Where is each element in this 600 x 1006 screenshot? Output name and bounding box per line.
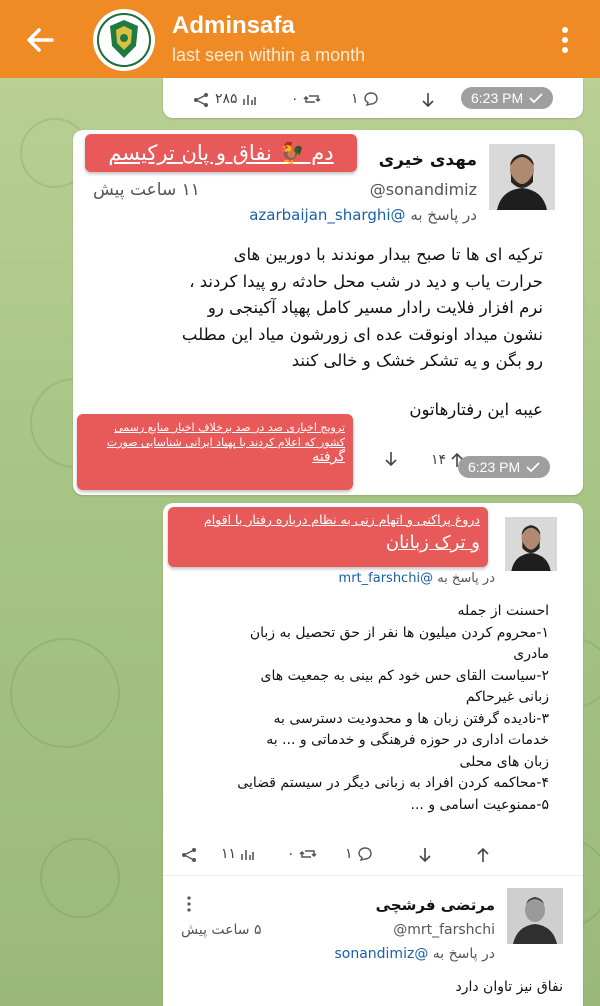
reply-to-handle[interactable]: @azarbaijan_sharghi [249, 206, 406, 224]
body-line: ۳-نادیده گرفتن زبان ها و محدودیت دسترسی به [273, 710, 549, 727]
chat-status: last seen within a month [172, 45, 366, 65]
post-age: ۱۱ ساعت پیش [93, 180, 200, 200]
body-line: ۲-سیاست القای حس خود کم بینی به جمعیت های [260, 667, 549, 684]
body-line: ۱-محروم کردن میلیون ها نفر از حق تحصیل به زبان [249, 624, 549, 641]
message-time: 6:23 PM [468, 459, 521, 475]
chat-title[interactable]: Adminsafa [172, 12, 295, 39]
body-line: ۴-محاکمه کردن افراد به زبانی دیگر در سیستم قضایی [237, 775, 549, 791]
person-photo-icon [507, 888, 563, 944]
body-line: زبان های محلی [459, 753, 549, 770]
annotation-text: دم 🐓 نفاق و پان ترکیسم [108, 141, 334, 165]
post-body [93, 242, 543, 375]
reply-prefix: در پاسخ به [437, 571, 495, 586]
share-icon[interactable] [181, 847, 197, 863]
back-arrow-icon[interactable] [22, 22, 58, 58]
post-age: ۵ ساعت پیش [181, 922, 262, 938]
reply-prefix: در پاسخ به [432, 946, 495, 962]
upvote-icon[interactable] [476, 847, 490, 863]
reply-count[interactable] [351, 91, 379, 107]
tweet-menu-icon[interactable] [186, 895, 192, 913]
views-value: ۲۸۵ [215, 91, 238, 107]
body-line: ۵-ممنوعیت اسامی و ... [410, 796, 549, 813]
reply-count[interactable] [345, 846, 373, 862]
reply-to-line [183, 946, 495, 962]
author-avatar[interactable] [505, 517, 557, 571]
channel-logo-icon [96, 12, 152, 68]
reply-to-line [183, 571, 495, 586]
note-line: کشور که اعلام کردند با پهپاد ایرانی شناسایی صورت [106, 436, 345, 449]
analytics-icon [240, 847, 254, 861]
reply-to-handle[interactable]: @mrt_farshchi [338, 571, 434, 586]
views-count [215, 91, 256, 107]
annotation-note [77, 414, 353, 490]
reply-value: ۱ [345, 846, 353, 862]
annotation-line: دروغ پراکنی و اتهام زنی به نظام درباره رفتار با اقوام [203, 512, 480, 527]
body-line: زبانی غیرحاکم [465, 689, 549, 705]
author-name[interactable]: مهدی خیری [378, 150, 477, 170]
message-time: 6:23 PM [471, 90, 524, 106]
retweet-count[interactable] [287, 846, 317, 862]
retweet-icon [303, 92, 321, 106]
note-line: گرفته [312, 449, 345, 465]
author-handle[interactable]: @sonandimiz [369, 180, 477, 199]
read-check-icon [526, 461, 540, 473]
body-line: احسنت از جمله [457, 603, 549, 619]
analytics-icon [242, 92, 256, 106]
annotation-line: و ترک زبانان [385, 532, 480, 553]
message-bubble [163, 78, 583, 118]
retweet-icon [299, 847, 317, 861]
read-check-icon [529, 92, 543, 104]
download-icon[interactable] [418, 847, 432, 863]
divider [163, 875, 583, 876]
reply-prefix: در پاسخ به [410, 206, 477, 224]
more-options-icon[interactable] [555, 24, 575, 56]
download-icon[interactable] [384, 451, 398, 467]
reply-to-line [93, 206, 477, 224]
message-time-badge [458, 456, 550, 478]
body-line: خدمات اداری در حوزه فرهنگی و خدماتی و ... به [266, 732, 549, 748]
message-bubble [73, 130, 583, 495]
download-icon[interactable] [421, 92, 435, 108]
body-line: مادری [513, 646, 549, 662]
body-line: ترکیه ای ها تا صبح بیدار موندند با دوربین های [233, 245, 543, 264]
body-line: حرارت یاب و دید در شب محل حادثه رو پیدا کردند ، [189, 271, 543, 291]
body-line: رو بگن و یه تشکر خشک و خالی کنند [291, 351, 543, 370]
author-avatar[interactable] [507, 888, 563, 944]
note-line: ترویج اخباری صد در صد برخلاف اخبار منابع رسمی [114, 421, 345, 434]
author-avatar[interactable] [489, 144, 555, 210]
retweet-count[interactable] [291, 91, 321, 107]
annotation-label [168, 507, 488, 567]
retweet-value: ۰ [291, 91, 299, 107]
body-line: نرم افزار فلایت رادار مسیر کامل پهپاد آکینجی رو [207, 298, 543, 317]
body-line: نشون میداد اونوقت عده ای زورشون میاد این مطلب [181, 324, 543, 344]
reply-icon [363, 91, 379, 107]
retweet-value: ۰ [287, 846, 295, 862]
author-handle[interactable]: @mrt_farshchi [393, 922, 495, 938]
post-body: نفاق نیز تاوان دارد [455, 979, 563, 995]
reply-value: ۱ [351, 91, 359, 107]
channel-avatar[interactable] [93, 9, 155, 71]
reply-icon [357, 846, 373, 862]
post-body-last: عیبه این رفتارهاتون [409, 400, 543, 419]
author-name[interactable]: مرتضی فرشچی [375, 896, 495, 914]
share-icon[interactable] [193, 92, 209, 108]
chat-header [0, 0, 600, 78]
views-count [221, 846, 254, 862]
person-photo-icon [489, 144, 555, 210]
person-photo-icon [505, 517, 557, 571]
views-value: ۱۱ [221, 846, 237, 862]
likes-value: ۱۴ [431, 452, 447, 468]
message-bubble [163, 503, 583, 1006]
reply-to-handle[interactable]: @sonandimiz [334, 946, 429, 962]
message-time-badge [461, 87, 553, 109]
post-body [177, 601, 549, 816]
